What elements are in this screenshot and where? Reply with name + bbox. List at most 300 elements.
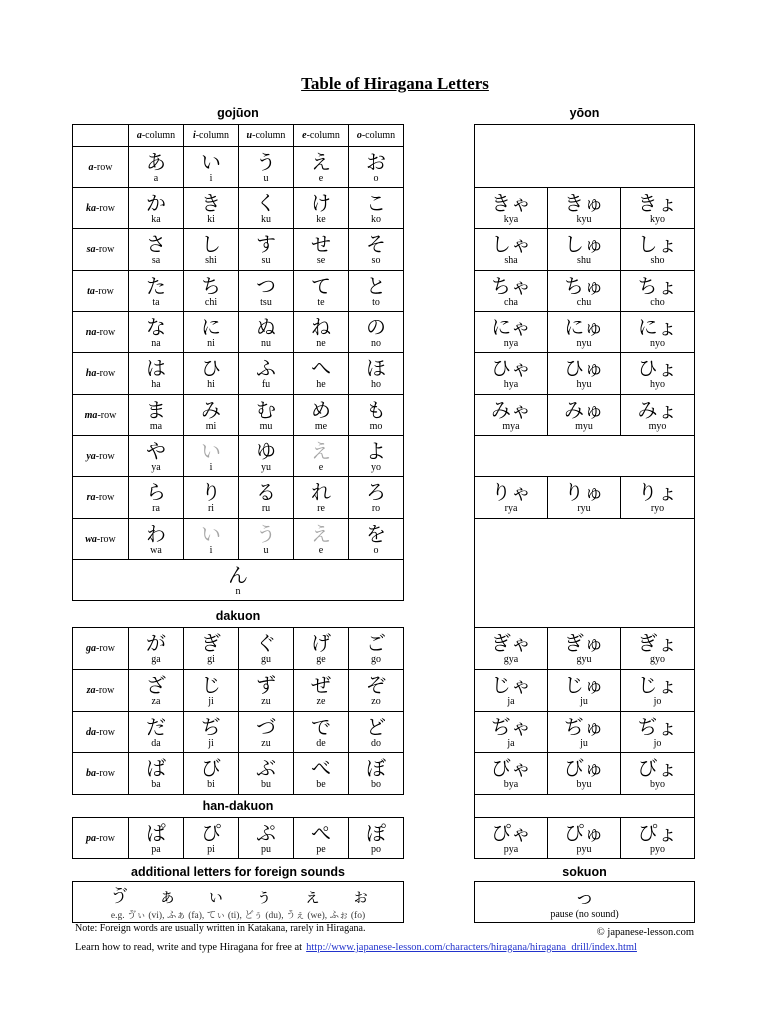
kana-glyph: ね: [311, 315, 331, 339]
romaji-label: ryu: [577, 503, 591, 514]
romaji-label: i: [209, 173, 213, 184]
row-label: [72, 311, 129, 353]
romaji-label: so: [371, 255, 381, 266]
gojuon-cell: [293, 270, 349, 312]
dakuon-yoon-cell: [474, 627, 548, 670]
gojuon-cell: [348, 146, 404, 188]
romaji-label: e: [318, 545, 324, 556]
dakuon-cell: [238, 752, 294, 795]
footer-note: Note: Foreign words are usually written in Katakana, rarely in Hiragana.: [75, 923, 366, 934]
header-corner: [72, 124, 129, 147]
dakuon-yoon-cell: [474, 669, 548, 712]
kana-glyph: ざ: [146, 673, 166, 697]
gojuon-cell: [128, 435, 184, 477]
kana-glyph: ひょ: [637, 356, 678, 380]
kana-glyph: みょ: [637, 398, 678, 422]
romaji-label: hyo: [650, 379, 665, 390]
kana-glyph: ぢゃ: [491, 715, 531, 739]
kana-glyph: き: [201, 191, 221, 215]
row-suffix: -row: [95, 685, 115, 696]
page-title: Table of Hiragana Letters: [301, 74, 489, 93]
kana-glyph: ち: [201, 274, 221, 298]
romaji-label: gyo: [650, 654, 665, 665]
sokuon-glyph: っ: [574, 885, 595, 909]
romaji-label: pa: [151, 844, 161, 855]
romaji-label: ku: [261, 214, 271, 225]
kana-glyph: りゃ: [491, 480, 531, 504]
kana-glyph: さ: [146, 232, 166, 256]
kana-glyph: う: [256, 522, 276, 546]
column-suffix: -column: [252, 130, 286, 141]
learn-text: Learn how to read, write and type Hiragana for free at: [75, 942, 303, 953]
kana-glyph: ろ: [366, 480, 386, 504]
romaji-label: pyo: [650, 844, 665, 855]
romaji-label: n: [235, 586, 241, 597]
romaji-label: wa: [150, 545, 162, 556]
romaji-label: kya: [503, 214, 519, 225]
column-vowel: a: [136, 130, 142, 141]
gojuon-cell: [183, 476, 239, 519]
gojuon-cell: [238, 311, 294, 353]
kana-glyph: ご: [366, 631, 386, 655]
kana-glyph: ぺ: [311, 821, 331, 845]
row-consonant: ya: [86, 450, 96, 462]
gojuon-cell: [183, 435, 239, 477]
foreign-letters-row: [95, 885, 385, 909]
kana-glyph: にゃ: [491, 315, 531, 339]
gojuon-cell: [183, 187, 239, 229]
kana-glyph: が: [146, 631, 166, 655]
kana-glyph: せ: [311, 232, 331, 256]
romaji-label: zo: [371, 696, 381, 707]
romaji-label: pu: [261, 844, 271, 855]
kana-glyph: う: [256, 150, 276, 174]
row-label: [72, 270, 129, 312]
kana-glyph: な: [146, 315, 166, 339]
dakuon-yoon-cell: [474, 752, 548, 795]
romaji-label: zu: [261, 738, 271, 749]
handakuon-yoon-cell: [474, 817, 548, 859]
romaji-label: mya: [502, 421, 520, 432]
dakuon-yoon-cell: [547, 627, 621, 670]
row-consonant: ga: [86, 643, 97, 654]
kana-glyph: ぴゅ: [564, 821, 604, 845]
romaji-label: mi: [205, 421, 217, 432]
gojuon-cell: [348, 352, 404, 395]
kana-glyph: ひゅ: [564, 356, 604, 380]
row-label: [72, 669, 129, 712]
dakuon-yoon-cell: [620, 627, 695, 670]
romaji-label: do: [371, 738, 381, 749]
gojuon-cell: [128, 518, 184, 560]
romaji-label: pya: [503, 844, 519, 855]
kana-glyph: しゅ: [564, 232, 604, 256]
row-consonant: ha: [85, 368, 97, 379]
kana-glyph: きゃ: [491, 191, 531, 215]
foreign-example: e.g. ゔぃ (vi), ふぁ (fa), てぃ (ti), どぅ (du), うぇ (we), ふぉ (fo): [110, 911, 366, 921]
yoon-cell: [474, 476, 548, 519]
kana-glyph: りょ: [637, 480, 678, 504]
romaji-label: ri: [207, 503, 215, 514]
foreign-letter: ゔ: [110, 886, 129, 907]
kana-glyph: て: [311, 274, 331, 298]
romaji-label: sha: [504, 255, 518, 266]
kana-glyph: は: [146, 356, 166, 380]
romaji-label: gu: [261, 654, 271, 665]
kana-glyph: ぱ: [146, 821, 166, 845]
romaji-label: myu: [575, 421, 593, 432]
romaji-label: nyu: [576, 338, 592, 349]
gojuon-cell: [238, 270, 294, 312]
kana-glyph: そ: [366, 232, 386, 256]
romaji-label: go: [371, 654, 381, 665]
romaji-label: se: [316, 255, 326, 266]
romaji-label: ji: [208, 738, 214, 749]
yoon-cell: [547, 476, 621, 519]
kana-glyph: ぎょ: [637, 631, 678, 655]
romaji-label: no: [371, 338, 381, 349]
yoon-cell: [474, 394, 548, 436]
dakuon-cell: [348, 752, 404, 795]
kana-glyph: ちゃ: [491, 274, 531, 298]
kana-glyph: びゃ: [491, 756, 531, 780]
yoon-cell: [547, 187, 621, 229]
handakuon-cell: [183, 817, 239, 859]
yoon-cell: [547, 311, 621, 353]
dakuon-cell: [183, 752, 239, 795]
kana-glyph: ぎゅ: [564, 631, 604, 655]
kana-glyph: こ: [366, 191, 386, 215]
dakuon-cell: [183, 669, 239, 712]
gojuon-cell: [293, 352, 349, 395]
romaji-label: ni: [207, 338, 215, 349]
yoon-cell: [620, 187, 695, 229]
kana-glyph: ぎ: [201, 631, 221, 655]
kana-glyph: い: [201, 522, 221, 546]
romaji-label: cho: [650, 297, 665, 308]
dakuon-yoon-cell: [547, 711, 621, 753]
row-label: [72, 435, 129, 477]
handakuon-yoon-cell: [620, 817, 695, 859]
romaji-label: ja: [507, 738, 515, 749]
gojuon-cell: [183, 270, 239, 312]
column-vowel: i: [192, 130, 196, 141]
row-consonant: wa: [85, 533, 97, 545]
row-suffix: -row: [96, 533, 116, 545]
kana-glyph: ぽ: [366, 821, 386, 845]
kana-glyph: みゅ: [564, 398, 604, 422]
dakuon-yoon-cell: [620, 711, 695, 753]
kana-glyph: け: [311, 191, 331, 215]
kana-glyph: びょ: [637, 756, 678, 780]
kana-glyph: え: [311, 150, 331, 174]
romaji-label: ha: [151, 379, 161, 390]
kana-glyph: にょ: [637, 315, 678, 339]
romaji-label: re: [317, 503, 325, 514]
row-suffix: -row: [95, 244, 115, 255]
romaji-label: ta: [152, 297, 160, 308]
kana-glyph: ぜ: [311, 673, 331, 697]
romaji-label: me: [314, 421, 328, 432]
romaji-label: shi: [205, 255, 217, 266]
dakuon-cell: [183, 711, 239, 753]
gojuon-cell: [293, 476, 349, 519]
romaji-label: ma: [149, 421, 163, 432]
romaji-label: u: [263, 173, 269, 184]
romaji-label: be: [316, 779, 326, 790]
romaji-label: ki: [207, 214, 215, 225]
gojuon-cell: [183, 352, 239, 395]
romaji-label: ju: [580, 738, 588, 749]
gojuon-cell: [183, 394, 239, 436]
kana-glyph: よ: [366, 439, 386, 463]
kana-glyph: ぼ: [366, 756, 386, 780]
romaji-label: byo: [650, 779, 665, 790]
kana-glyph: く: [256, 191, 276, 215]
kana-glyph: も: [366, 398, 386, 422]
yoon-cell: [620, 394, 695, 436]
gojuon-cell: [238, 228, 294, 271]
dakuon-cell: [238, 627, 294, 670]
romaji-label: ya: [151, 462, 161, 473]
romaji-label: o: [373, 545, 379, 556]
row-suffix: -row: [96, 202, 115, 214]
column-header: [183, 124, 239, 147]
kana-glyph: ば: [146, 756, 166, 780]
gojuon-cell: [183, 518, 239, 560]
kana-glyph: ぐ: [256, 631, 276, 655]
dakuon-cell: [128, 711, 184, 753]
kana-glyph: ぎゃ: [491, 631, 531, 655]
romaji-label: u: [263, 545, 269, 556]
romaji-label: gi: [207, 654, 215, 665]
gojuon-cell: [128, 146, 184, 188]
dakuon-cell: [238, 711, 294, 753]
row-label: [72, 394, 129, 436]
romaji-label: yu: [261, 462, 271, 473]
romaji-label: o: [373, 173, 379, 184]
kana-glyph: ぢゅ: [564, 715, 604, 739]
kana-glyph: お: [366, 150, 386, 174]
handakuon-heading: han-dakuon: [202, 799, 274, 813]
gojuon-cell: [238, 476, 294, 519]
romaji-label: shu: [577, 255, 591, 266]
row-label: [72, 476, 129, 519]
kana-glyph: ちょ: [637, 274, 678, 298]
romaji-label: myo: [648, 421, 667, 432]
kana-glyph: ゆ: [256, 439, 276, 463]
romaji-label: gyu: [576, 654, 592, 665]
kana-glyph: げ: [311, 631, 331, 655]
row-consonant: za: [86, 685, 96, 696]
yoon-cell: [474, 352, 548, 395]
gojuon-cell: [293, 435, 349, 477]
romaji-label: ze: [316, 696, 326, 707]
gojuon-cell: [348, 394, 404, 436]
kana-glyph: にゅ: [564, 315, 604, 339]
row-suffix: -row: [95, 492, 115, 503]
sokuon-heading: sokuon: [562, 865, 607, 879]
yoon-heading: yōon: [569, 106, 600, 120]
yoon-cell: [620, 352, 695, 395]
dakuon-cell: [128, 669, 184, 712]
romaji-label: ge: [316, 654, 326, 665]
kana-glyph: で: [311, 715, 331, 739]
kana-glyph: ひゃ: [491, 356, 531, 380]
romaji-label: hi: [207, 379, 215, 390]
row-suffix: -row: [97, 409, 117, 421]
row-label: [72, 352, 129, 395]
dakuon-cell: [293, 669, 349, 712]
kana-glyph: つ: [256, 274, 276, 298]
kana-glyph: わ: [146, 522, 166, 546]
gojuon-cell: [348, 270, 404, 312]
dakuon-cell: [348, 669, 404, 712]
romaji-label: po: [371, 844, 381, 855]
kana-glyph: と: [366, 274, 386, 298]
kana-glyph: ぞ: [366, 673, 386, 697]
kana-glyph: だ: [146, 715, 166, 739]
row-label: [72, 711, 129, 753]
gojuon-cell: [238, 518, 294, 560]
kana-glyph: い: [201, 150, 221, 174]
row-suffix: -row: [96, 726, 115, 738]
kana-glyph: しゃ: [491, 232, 531, 256]
lesson-link[interactable]: http://www.japanese-lesson.com/characters/hiragana/hiragana_drill/index.html: [306, 942, 637, 953]
yoon-cell: [547, 352, 621, 395]
handakuon-yoon-cell: [547, 817, 621, 859]
romaji-label: mu: [259, 421, 273, 432]
gojuon-cell: [293, 518, 349, 560]
row-consonant: da: [86, 726, 97, 738]
kana-glyph: い: [201, 439, 221, 463]
kana-glyph: じゃ: [491, 673, 531, 697]
yoon-cell: [620, 228, 695, 271]
romaji-label: e: [318, 462, 324, 473]
kana-glyph: べ: [311, 756, 331, 780]
kana-glyph: の: [366, 315, 386, 339]
foreign-letter: ぇ: [303, 886, 322, 907]
kana-glyph: ら: [146, 480, 166, 504]
gojuon-cell: [348, 518, 404, 560]
kana-glyph: む: [256, 398, 276, 422]
kana-glyph: りゅ: [564, 480, 604, 504]
dakuon-yoon-cell: [547, 669, 621, 712]
yoon-cell: [620, 270, 695, 312]
romaji-label: pyu: [576, 844, 592, 855]
handakuon-cell: [293, 817, 349, 859]
romaji-label: chi: [204, 297, 218, 308]
row-suffix: -row: [96, 326, 116, 338]
gojuon-cell: [128, 270, 184, 312]
column-suffix: -column: [195, 130, 230, 141]
romaji-label: de: [316, 738, 326, 749]
dakuon-yoon-cell: [547, 752, 621, 795]
dakuon-cell: [293, 711, 349, 753]
row-suffix: -row: [93, 161, 113, 173]
row-consonant: sa: [86, 244, 96, 255]
romaji-label: ja: [507, 696, 515, 707]
gojuon-cell: [183, 311, 239, 353]
romaji-label: hya: [503, 379, 519, 390]
kana-glyph: ま: [146, 398, 166, 422]
romaji-label: i: [209, 462, 213, 473]
dakuon-cell: [238, 669, 294, 712]
kana-glyph: ぴゃ: [491, 821, 531, 845]
kana-glyph: びゅ: [564, 756, 604, 780]
dakuon-yoon-cell: [474, 711, 548, 753]
kana-glyph: づ: [256, 715, 276, 739]
kana-glyph: ぶ: [256, 756, 276, 780]
romaji-label: ryo: [650, 503, 665, 514]
kana-glyph: を: [366, 522, 386, 546]
romaji-label: gya: [503, 654, 519, 665]
foreign-heading: additional letters for foreign sounds: [131, 865, 345, 879]
row-suffix: -row: [96, 832, 115, 844]
gojuon-cell: [128, 187, 184, 229]
romaji-label: jo: [653, 696, 662, 707]
kana-glyph: ぴ: [201, 821, 221, 845]
romaji-label: ra: [152, 503, 160, 514]
column-header: [348, 124, 404, 147]
kana-glyph: た: [146, 274, 166, 298]
column-vowel: u: [246, 130, 253, 141]
yoon-cell: [474, 270, 548, 312]
gojuon-cell: [293, 394, 349, 436]
yoon-cell: [620, 311, 695, 353]
handakuon-cell: [128, 817, 184, 859]
row-consonant: ma: [84, 409, 98, 421]
romaji-label: chu: [576, 297, 592, 308]
romaji-label: nyo: [650, 338, 665, 349]
gojuon-cell: [238, 352, 294, 395]
kana-glyph: に: [201, 315, 221, 339]
dakuon-yoon-cell: [620, 669, 695, 712]
romaji-label: pe: [316, 844, 326, 855]
kana-glyph: しょ: [637, 232, 678, 256]
row-suffix: -row: [96, 368, 116, 379]
kana-glyph: じ: [201, 673, 221, 697]
row-consonant: a: [88, 161, 94, 173]
row-label: [72, 146, 129, 188]
romaji-label: a: [153, 173, 159, 184]
foreign-letter: ぉ: [351, 886, 370, 907]
romaji-label: sa: [151, 255, 161, 266]
gojuon-cell: [348, 435, 404, 477]
romaji-label: za: [151, 696, 161, 707]
column-header: [238, 124, 294, 147]
romaji-label: ho: [371, 379, 381, 390]
kana-glyph: ん: [228, 563, 248, 587]
handakuon-cell: [348, 817, 404, 859]
dakuon-cell: [128, 752, 184, 795]
kana-glyph: え: [311, 439, 331, 463]
yoon-cell: [474, 311, 548, 353]
kana-glyph: り: [201, 480, 221, 504]
kana-glyph: ぢ: [201, 715, 221, 739]
kana-glyph: ちゅ: [564, 274, 604, 298]
kana-glyph: へ: [311, 356, 331, 380]
gojuon-cell: [128, 476, 184, 519]
romaji-label: ru: [261, 503, 271, 514]
romaji-label: rya: [504, 503, 518, 514]
romaji-label: mo: [369, 421, 383, 432]
column-header: [293, 124, 349, 147]
foreign-letter: ぃ: [206, 886, 225, 907]
romaji-label: bo: [371, 779, 381, 790]
gojuon-cell: [293, 146, 349, 188]
dakuon-cell: [128, 627, 184, 670]
